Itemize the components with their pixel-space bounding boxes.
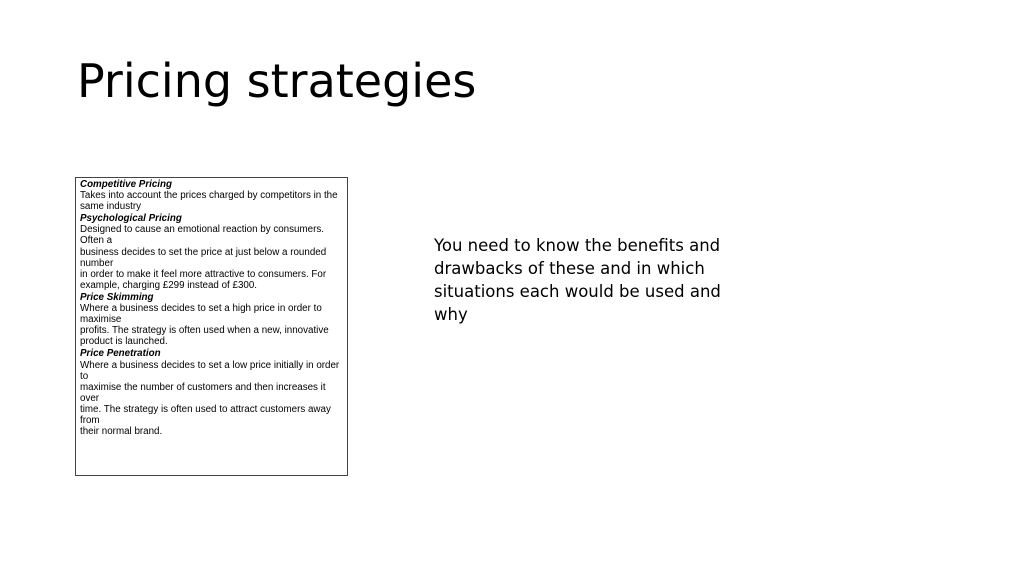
note-line: situations each would be used and <box>434 282 721 301</box>
note-line: drawbacks of these and in which <box>434 259 705 278</box>
strategy-description-line: to <box>80 370 89 382</box>
strategy-description-line: maximise the number of customers and then increases it <box>80 381 326 393</box>
strategy-description-line: time. The strategy is often used to attract customers away <box>80 403 331 415</box>
slide-title: Pricing strategies <box>77 54 477 108</box>
strategy-description-line: Often a <box>80 235 113 247</box>
instruction-note <box>434 234 734 326</box>
strategy-description-line: maximise <box>80 314 122 326</box>
strategy-description-line: profits. The strategy is often used when a new, innovative <box>80 325 329 337</box>
strategy-heading: Competitive Pricing <box>80 179 172 190</box>
strategy-description-line: from <box>80 414 100 426</box>
strategy-description-line: same industry <box>80 201 141 213</box>
strategy-description-line: business decides to set the price at just below a rounded <box>80 246 327 258</box>
note-line: why <box>434 305 468 324</box>
strategy-description-line: Takes into account the prices charged by competitors in the <box>80 190 338 202</box>
strategy-heading: Price Penetration <box>80 348 161 360</box>
strategy-description-line: Where a business decides to set a low price initially in order <box>80 359 340 371</box>
strategy-description-line: number <box>80 257 114 269</box>
strategy-description-line: Designed to cause an emotional reaction by consumers. <box>80 224 324 236</box>
strategy-heading: Psychological Pricing <box>80 213 182 225</box>
strategies-text-box[interactable] <box>75 177 348 476</box>
strategy-description-line: in order to make it feel more attractive to consumers. For <box>80 268 327 280</box>
strategy-heading: Price Skimming <box>80 291 154 303</box>
strategy-description-line: product is launched. <box>80 336 168 348</box>
strategy-description-line: their normal brand. <box>80 426 163 438</box>
strategy-description-line: Where a business decides to set a high price in order to <box>80 303 322 315</box>
strategy-description-line: over <box>80 392 100 404</box>
note-line: You need to know the benefits and <box>434 236 721 255</box>
strategy-description-line: example, charging £299 instead of £300. <box>80 279 258 291</box>
